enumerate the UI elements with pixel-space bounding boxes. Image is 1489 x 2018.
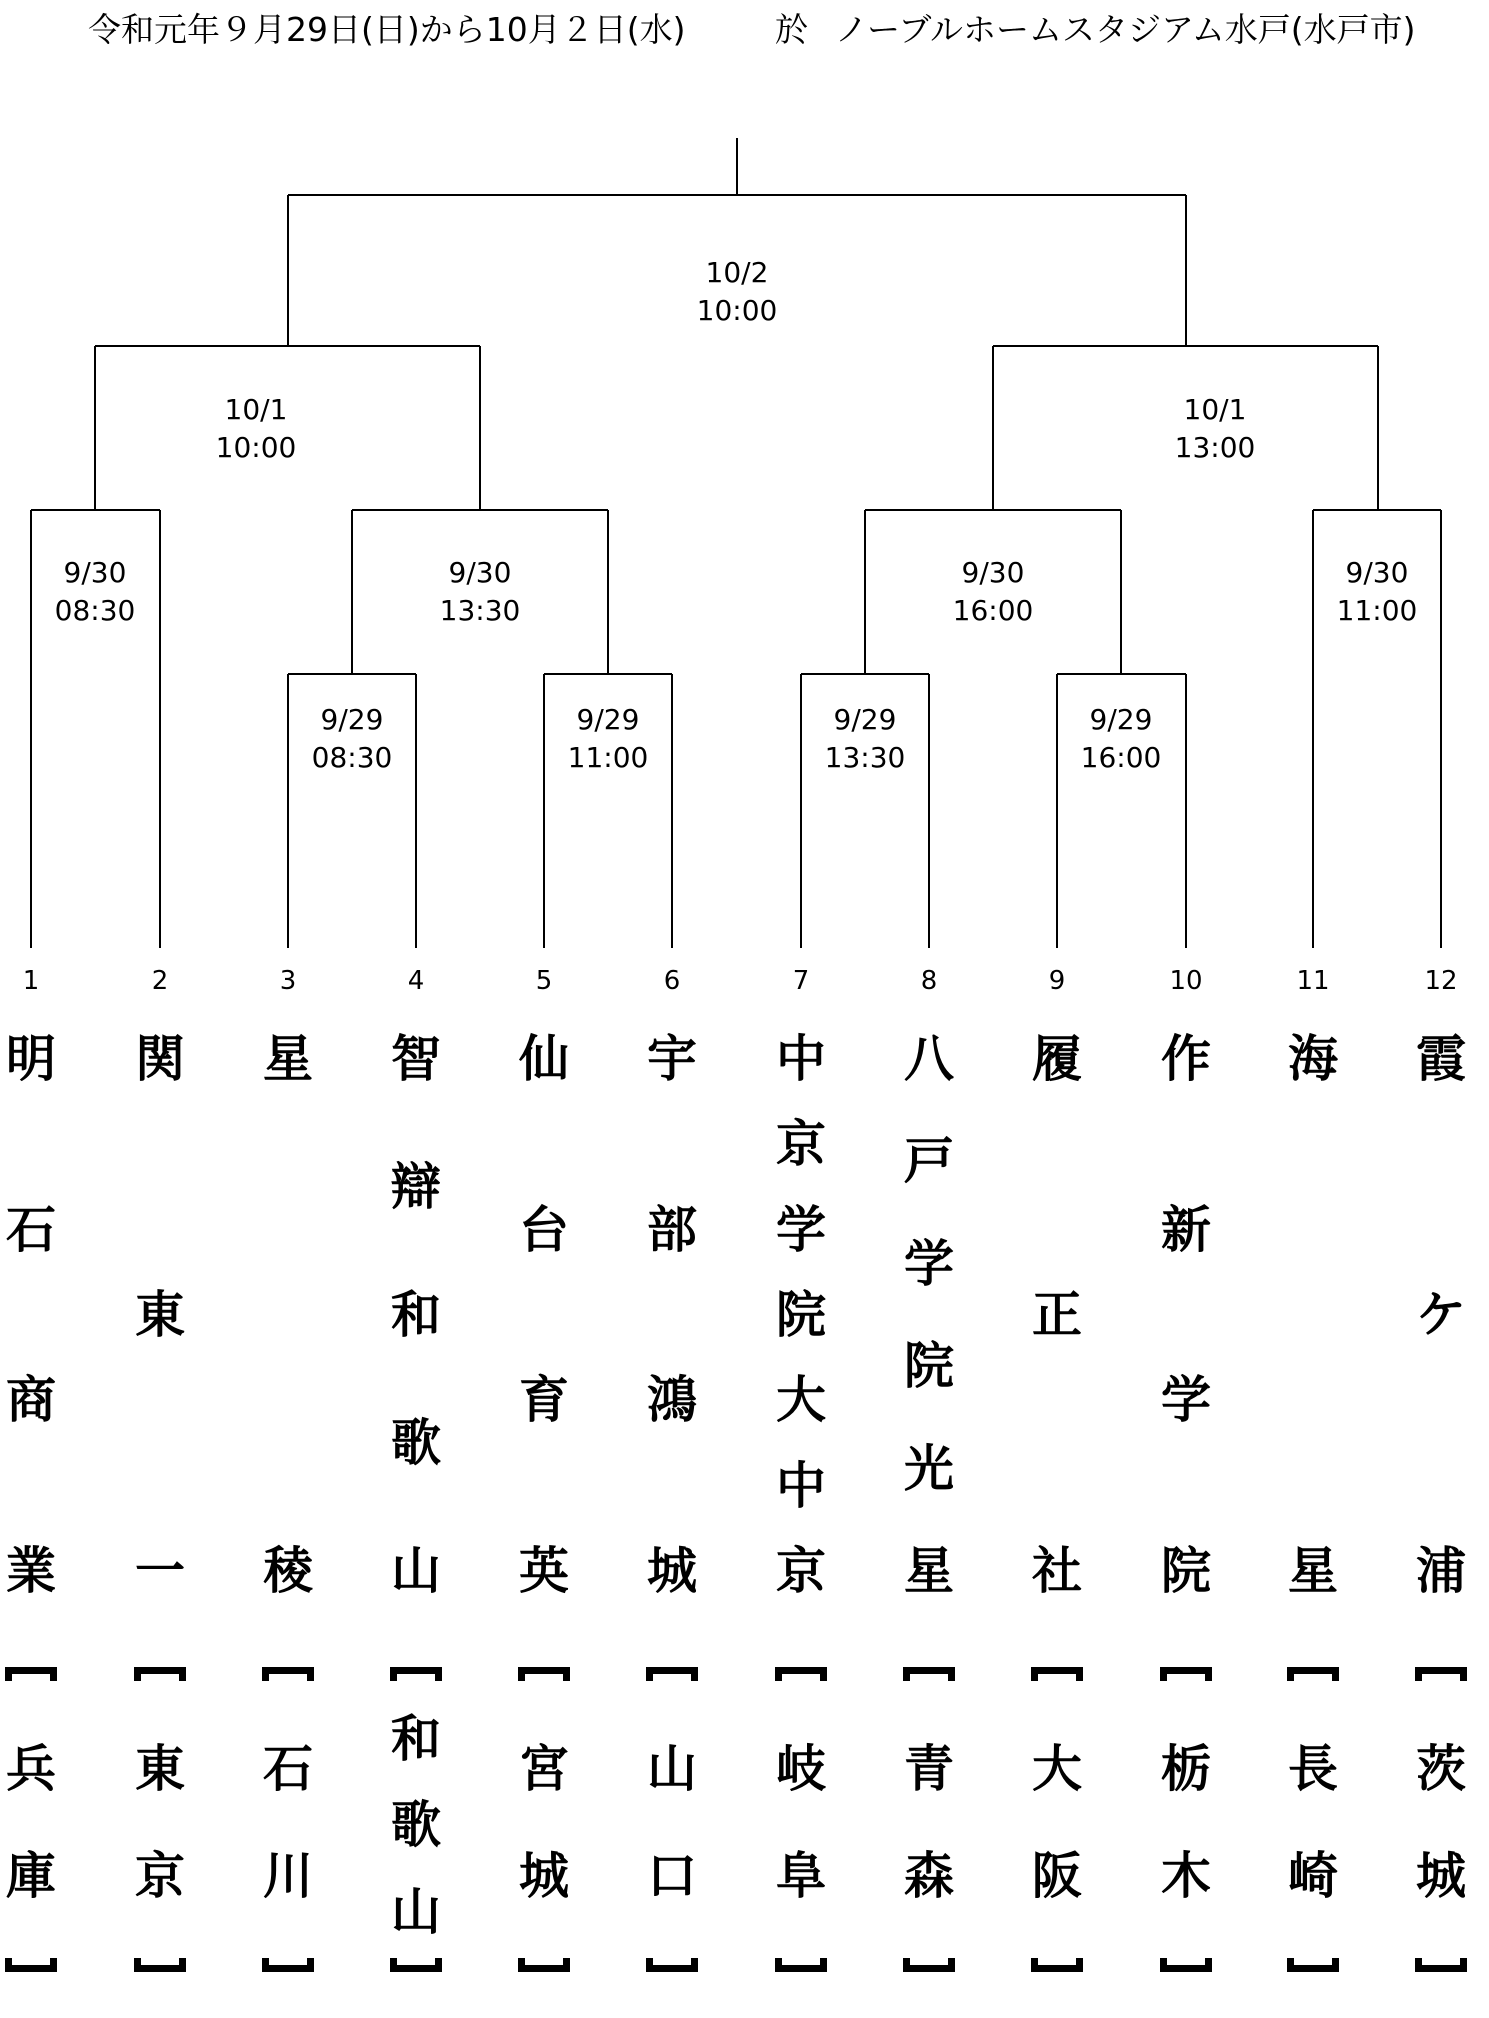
school-name: 作 新 学 院 <box>1161 1030 1211 1600</box>
qf1-time: 9/30 08:30 <box>54 556 136 627</box>
venue-prefix: 於 <box>775 10 808 49</box>
qf4-time: 9/30 11:00 <box>1336 556 1418 627</box>
semifinal-left-time: 10/1 10:00 <box>215 393 297 464</box>
bracket-close <box>1031 1958 1083 1972</box>
venue: ノーブルホームスタジアム水戸(水戸市) <box>835 10 1416 49</box>
bracket-close <box>134 1958 186 1972</box>
bracket-close <box>1415 1958 1467 1972</box>
prefecture-name: 茨 城 <box>1416 1740 1466 1905</box>
school-name: 明 石 商 業 <box>6 1030 56 1600</box>
tournament-bracket <box>0 0 1489 1000</box>
r1-match3-time: 9/29 13:30 <box>824 703 906 774</box>
bracket-close <box>903 1958 955 1972</box>
prefecture-name: 長 崎 <box>1288 1740 1338 1905</box>
r1-match2-time: 9/29 11:00 <box>567 703 649 774</box>
bracket-open <box>646 1667 698 1681</box>
seed-number: 10 <box>1169 966 1203 996</box>
prefecture-name: 宮 城 <box>519 1740 569 1905</box>
bracket-open <box>1415 1667 1467 1681</box>
bracket-close <box>1287 1958 1339 1972</box>
final-match-time: 10/2 10:00 <box>696 256 778 327</box>
prefecture-name: 石 川 <box>263 1740 313 1905</box>
school-name: 智 辯 和 歌 山 <box>391 1030 441 1600</box>
seed-number: 5 <box>535 966 553 996</box>
prefecture-name: 東 京 <box>135 1740 185 1905</box>
date-range: 令和元年９月29日(日)から10月２日(水) <box>88 10 686 49</box>
qf3-time: 9/30 16:00 <box>952 556 1034 627</box>
seed-number: 1 <box>22 966 40 996</box>
prefecture-name: 大 阪 <box>1032 1740 1082 1905</box>
bracket-open <box>1160 1667 1212 1681</box>
bracket-close <box>5 1958 57 1972</box>
prefecture-name: 栃 木 <box>1161 1740 1211 1905</box>
seed-number: 11 <box>1296 966 1330 996</box>
bracket-open <box>5 1667 57 1681</box>
r1-match4-time: 9/29 16:00 <box>1080 703 1162 774</box>
seed-number: 4 <box>407 966 425 996</box>
seed-number: 9 <box>1048 966 1066 996</box>
bracket-open <box>1287 1667 1339 1681</box>
bracket-open <box>262 1667 314 1681</box>
seed-number: 7 <box>792 966 810 996</box>
school-name: 星 稜 <box>263 1030 313 1600</box>
prefecture-name: 兵 庫 <box>6 1740 56 1905</box>
bracket-close <box>262 1958 314 1972</box>
bracket-close <box>646 1958 698 1972</box>
school-name: 霞 ケ 浦 <box>1416 1030 1466 1600</box>
bracket-close <box>390 1958 442 1972</box>
bracket-open <box>134 1667 186 1681</box>
prefecture-name: 山 口 <box>647 1740 697 1905</box>
bracket-close <box>775 1958 827 1972</box>
bracket-close <box>518 1958 570 1972</box>
seed-number: 3 <box>279 966 297 996</box>
bracket-open <box>518 1667 570 1681</box>
school-name: 海 星 <box>1288 1030 1338 1600</box>
seed-number: 12 <box>1424 966 1458 996</box>
prefecture-name: 岐 阜 <box>776 1740 826 1905</box>
bracket-open <box>903 1667 955 1681</box>
prefecture-name: 青 森 <box>904 1740 954 1905</box>
school-name: 八 戸 学 院 光 星 <box>904 1030 954 1600</box>
r1-match1-time: 9/29 08:30 <box>311 703 393 774</box>
seed-number: 2 <box>151 966 169 996</box>
school-name: 履 正 社 <box>1032 1030 1082 1600</box>
semifinal-right-time: 10/1 13:00 <box>1174 393 1256 464</box>
bracket-open <box>390 1667 442 1681</box>
bracket-close <box>1160 1958 1212 1972</box>
seed-number: 8 <box>920 966 938 996</box>
seed-number: 6 <box>663 966 681 996</box>
school-name: 中 京 学 院 大 中 京 <box>776 1030 826 1600</box>
school-name: 関 東 一 <box>135 1030 185 1600</box>
school-name: 宇 部 鴻 城 <box>647 1030 697 1600</box>
bracket-open <box>1031 1667 1083 1681</box>
qf2-time: 9/30 13:30 <box>439 556 521 627</box>
prefecture-name: 和 歌 山 <box>391 1709 441 1941</box>
bracket-open <box>775 1667 827 1681</box>
school-name: 仙 台 育 英 <box>519 1030 569 1600</box>
